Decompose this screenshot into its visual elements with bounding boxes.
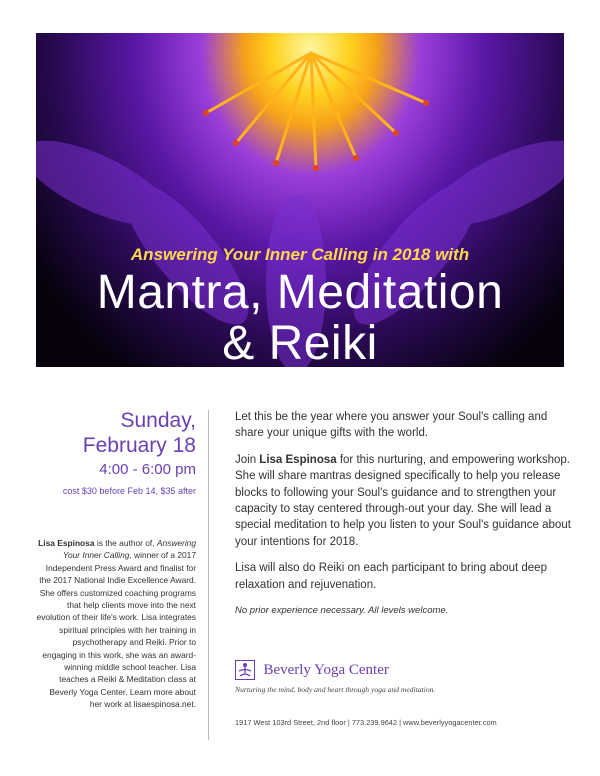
description-para-3: Lisa will also do Reiki on each participant to bring about deep relaxation and rejuvenation. xyxy=(235,562,547,591)
bio-book-title: Answering Your Inner Calling xyxy=(62,538,196,561)
venue-name: Beverly Yoga Center xyxy=(263,661,389,678)
event-day: Sunday, xyxy=(120,409,196,432)
hero-title-line1: Mantra, Meditation xyxy=(96,266,504,319)
bio-text-1: is the author of, xyxy=(94,538,155,548)
bio-text-2: , winner of a 2017 Independent Press Award and finalist for the 2017 National Indie Excellence Award. She offers customized coaching programs that help clients move into the next evolution of their life's work. Lisa integrates spiritual principles with her training in psychotherapy and Reiki. Prior to engaging in this work, she was an award-winning middle school teacher. Lisa teaches a Reiki & Meditation class at Beverly Yoga Center. Learn more about her work at lisaespinosa.net. xyxy=(36,550,196,710)
hero-banner xyxy=(36,33,564,367)
para2-name: Lisa Espinosa xyxy=(259,453,337,466)
hero-title-line2: & Reiki xyxy=(222,317,378,367)
event-date: February 18 xyxy=(82,434,196,457)
para2-text: for this nurturing, and empowering workshop. She will share mantras designed specifically to help you release blocks to following your Soul's guidance and to strengthen your capacity to stay centered through-out your day. She will lead a special meditation to help you listen to your Soul's guidance about your intentions for 2018. xyxy=(235,453,571,548)
para2-intro: Join xyxy=(235,453,260,466)
event-cost: cost $30 before Feb 14, $35 after xyxy=(62,486,196,496)
venue-logo xyxy=(235,660,535,680)
description-para-2 xyxy=(235,452,575,550)
event-time: 4:00 - 6:00 pm xyxy=(99,461,196,478)
hero-subtitle: Answering Your Inner Calling in 2018 with xyxy=(130,245,470,264)
description-para-1: Let this be the year where you answer your Soul's calling and share your unique gifts with the world. xyxy=(235,411,548,440)
speaker-bio xyxy=(36,537,196,711)
column-divider xyxy=(208,410,209,740)
experience-note: No prior experience necessary. All levels welcome. xyxy=(235,605,449,617)
event-description xyxy=(235,409,575,629)
bio-name: Lisa Espinosa xyxy=(38,538,95,548)
lotus-figure-icon xyxy=(235,660,255,680)
venue-tagline: Nurturing the mind, body and heart through yoga and meditation. xyxy=(235,685,436,694)
event-details xyxy=(36,408,196,711)
venue-contact: 1917 West 103rd Street, 2nd floor | 773.239.9642 | www.beverlyyogacenter.com xyxy=(235,718,497,727)
